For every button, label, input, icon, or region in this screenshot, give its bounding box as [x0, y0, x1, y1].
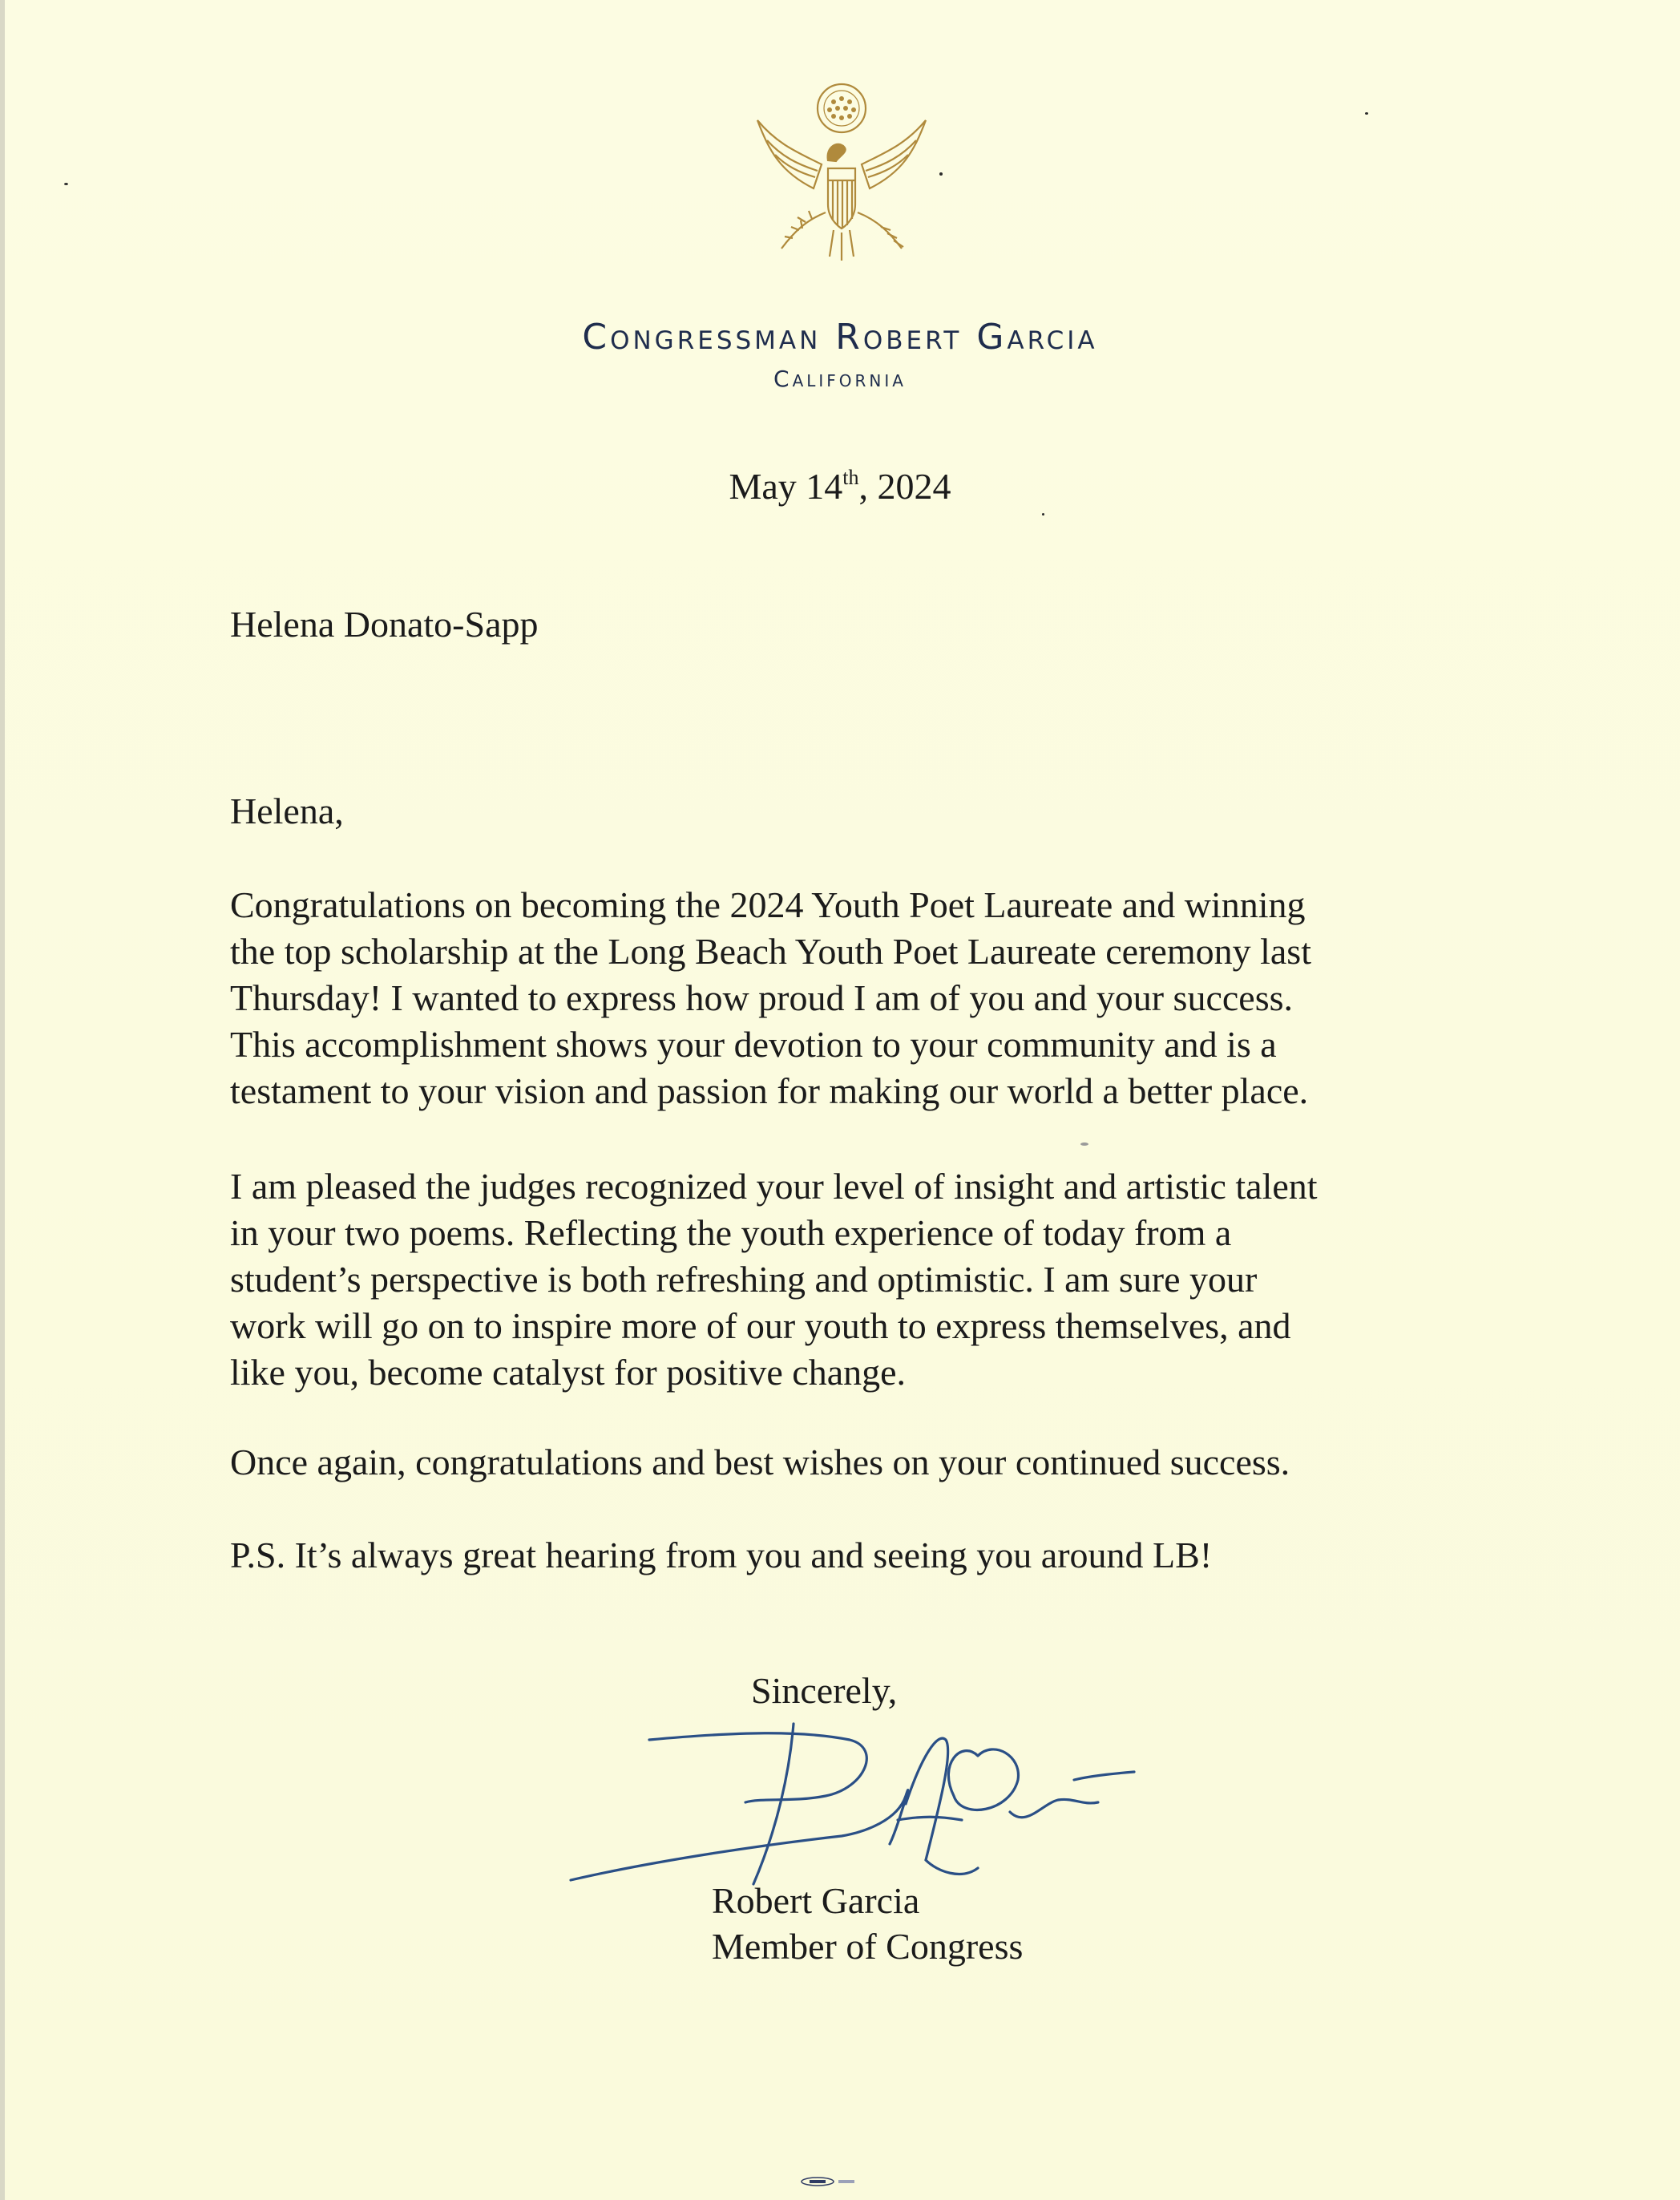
date-suffix: , 2024	[858, 466, 951, 507]
handwritten-signature	[561, 1708, 1138, 1900]
signer-title: Member of Congress	[712, 1926, 1024, 1967]
postscript: P.S. It’s always great hearing from you and seeing you around LB!	[230, 1535, 1213, 1575]
letter-date	[0, 465, 1680, 508]
scan-speck	[939, 172, 943, 176]
signer-name: Robert Garcia	[712, 1880, 920, 1921]
closing: Sincerely,	[751, 1670, 898, 1711]
great-seal-icon	[749, 76, 934, 277]
scan-speck	[1080, 1142, 1088, 1146]
date-ordinal: th	[842, 466, 859, 489]
scan-speck	[1042, 513, 1044, 516]
scan-speck	[64, 183, 68, 185]
date-prefix: May 14	[729, 466, 843, 507]
body-paragraph: I am pleased the judges recognized your level of insight and artistic talent in your two poems. Reflecting the youth experience of today from a student’s perspective is both refreshing and optimistic. I am sure your work will go on to inspire more of our youth to express themselves, and like you, become catalyst for positive change.	[230, 1166, 1318, 1393]
body-paragraph: Congratulations on becoming the 2024 Youth Poet Laureate and winning the top scholarship at the Long Beach Youth Poet Laureate ceremony last Thursday! I wanted to express how proud I am of you and your success. This accomplishment shows your devotion to your community and is a testament to your vision and passion for making our world a better place.	[230, 884, 1311, 1111]
body-paragraph: Once again, congratulations and best wishes on your continued success.	[230, 1442, 1290, 1482]
letterhead-state: California	[773, 366, 907, 392]
letterhead-name: Congressman Robert Garcia	[582, 317, 1098, 358]
scan-speck	[1365, 112, 1368, 115]
recipient-name: Helena Donato-Sapp	[230, 604, 539, 645]
printer-union-mark-icon	[794, 2177, 874, 2186]
salutation: Helena,	[230, 791, 344, 831]
